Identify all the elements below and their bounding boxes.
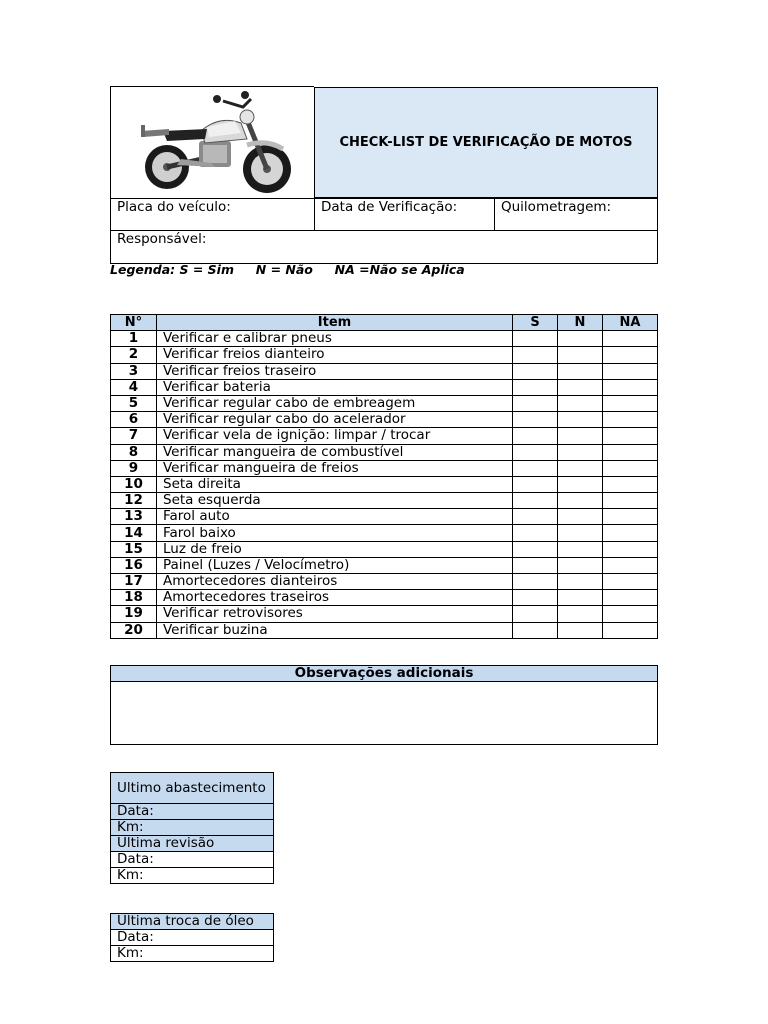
table-row [111,525,658,541]
row-item: Seta direita [157,476,513,492]
row-s-checkbox[interactable] [513,509,558,525]
table-row [111,574,658,590]
row-n-checkbox[interactable] [558,525,603,541]
row-na-checkbox[interactable] [603,606,658,622]
table-row [111,363,658,379]
row-number: 6 [111,412,157,428]
col-n-header: N [558,315,603,331]
row-item: Verificar freios dianteiro [157,347,513,363]
row-n-checkbox[interactable] [558,541,603,557]
row-s-checkbox[interactable] [513,574,558,590]
row-n-checkbox[interactable] [558,476,603,492]
row-number: 12 [111,493,157,509]
row-s-checkbox[interactable] [513,493,558,509]
row-number: 15 [111,541,157,557]
row-number: 8 [111,444,157,460]
table-row [111,590,658,606]
row-s-checkbox[interactable] [513,395,558,411]
row-na-checkbox[interactable] [603,331,658,347]
data-verificacao-label: Data de Verificação: [321,199,458,215]
troca-oleo-title: Ultima troca de óleo [111,914,274,930]
row-n-checkbox[interactable] [558,412,603,428]
row-s-checkbox[interactable] [513,590,558,606]
row-item: Verificar retrovisores [157,606,513,622]
abastecimento-title: Ultimo abastecimento [111,773,274,804]
row-n-checkbox[interactable] [558,428,603,444]
row-na-checkbox[interactable] [603,428,658,444]
table-row [111,379,658,395]
row-item: Verificar e calibrar pneus [157,331,513,347]
row-item: Verificar regular cabo do acelerador [157,412,513,428]
row-s-checkbox[interactable] [513,379,558,395]
row-n-checkbox[interactable] [558,444,603,460]
row-number: 9 [111,460,157,476]
row-n-checkbox[interactable] [558,606,603,622]
row-n-checkbox[interactable] [558,622,603,638]
table-header-row [111,315,658,331]
row-na-checkbox[interactable] [603,363,658,379]
table-row [111,476,658,492]
row-number: 16 [111,557,157,573]
vehicle-info-row [110,198,658,231]
row-item: Verificar buzina [157,622,513,638]
row-n-checkbox[interactable] [558,347,603,363]
row-item: Farol auto [157,509,513,525]
row-na-checkbox[interactable] [603,379,658,395]
row-number: 1 [111,331,157,347]
troca-oleo-table [110,913,274,962]
row-number: 17 [111,574,157,590]
row-na-checkbox[interactable] [603,460,658,476]
table-row [111,493,658,509]
row-n-checkbox[interactable] [558,379,603,395]
legend: Legenda: S = Sim N = Não NA =Não se Aplica [110,262,465,277]
row-n-checkbox[interactable] [558,557,603,573]
table-row [111,395,658,411]
row-s-checkbox[interactable] [513,476,558,492]
row-number: 7 [111,428,157,444]
row-na-checkbox[interactable] [603,509,658,525]
row-s-checkbox[interactable] [513,622,558,638]
row-item: Luz de freio [157,541,513,557]
table-row [111,460,658,476]
troca-oleo-data-field[interactable]: Data: [111,930,274,946]
row-number: 18 [111,590,157,606]
row-number: 5 [111,395,157,411]
row-na-checkbox[interactable] [603,557,658,573]
row-item: Seta esquerda [157,493,513,509]
page-title: CHECK-LIST DE VERIFICAÇÃO DE MOTOS [314,87,658,198]
row-na-checkbox[interactable] [603,412,658,428]
row-na-checkbox[interactable] [603,476,658,492]
row-item: Amortecedores traseiros [157,590,513,606]
row-na-checkbox[interactable] [603,622,658,638]
row-n-checkbox[interactable] [558,574,603,590]
row-n-checkbox[interactable] [558,363,603,379]
row-item: Painel (Luzes / Velocímetro) [157,557,513,573]
row-na-checkbox[interactable] [603,347,658,363]
row-number: 19 [111,606,157,622]
row-n-checkbox[interactable] [558,509,603,525]
row-s-checkbox[interactable] [513,331,558,347]
quilometragem-label: Quilometragem: [501,199,612,215]
row-number: 14 [111,525,157,541]
row-item: Verificar regular cabo de embreagem [157,395,513,411]
table-row [111,347,658,363]
row-na-checkbox[interactable] [603,574,658,590]
row-na-checkbox[interactable] [603,541,658,557]
row-number: 2 [111,347,157,363]
abastecimento-km-field[interactable]: Km: [111,820,274,836]
row-number: 4 [111,379,157,395]
row-n-checkbox[interactable] [558,590,603,606]
row-na-checkbox[interactable] [603,444,658,460]
row-na-checkbox[interactable] [603,493,658,509]
row-n-checkbox[interactable] [558,331,603,347]
abastecimento-table [110,772,274,884]
revisao-data-field[interactable]: Data: [111,852,274,868]
row-s-checkbox[interactable] [513,412,558,428]
row-item: Farol baixo [157,525,513,541]
row-s-checkbox[interactable] [513,541,558,557]
row-item: Verificar bateria [157,379,513,395]
row-n-checkbox[interactable] [558,395,603,411]
col-num-header: N° [111,315,157,331]
row-item: Verificar mangueira de freios [157,460,513,476]
row-item: Verificar mangueira de combustível [157,444,513,460]
row-s-checkbox[interactable] [513,460,558,476]
placa-label: Placa do veículo: [117,199,231,215]
table-row [111,622,658,638]
row-number: 10 [111,476,157,492]
row-n-checkbox[interactable] [558,493,603,509]
col-na-header: NA [603,315,658,331]
row-number: 3 [111,363,157,379]
revisao-km-field[interactable]: Km: [111,868,274,884]
motorcycle-icon [111,87,315,199]
row-na-checkbox[interactable] [603,395,658,411]
row-item: Amortecedores dianteiros [157,574,513,590]
checklist-table [110,314,658,639]
table-row [111,606,658,622]
table-row [111,428,658,444]
row-s-checkbox[interactable] [513,557,558,573]
table-row [111,331,658,347]
col-item-header: Item [157,315,513,331]
row-item: Verificar vela de ignição: limpar / trocar [157,428,513,444]
responsavel-row [110,230,658,264]
row-s-checkbox[interactable] [513,525,558,541]
observacoes-header: Observações adicionais [110,665,658,682]
row-na-checkbox[interactable] [603,525,658,541]
responsavel-label: Responsável: [117,231,207,247]
row-s-checkbox[interactable] [513,428,558,444]
motorcycle-image-cell [110,86,314,198]
row-s-checkbox[interactable] [513,444,558,460]
table-row [111,541,658,557]
table-row [111,509,658,525]
abastecimento-data-field[interactable]: Data: [111,804,274,820]
troca-oleo-km-field[interactable]: Km: [111,946,274,962]
observacoes-field[interactable] [110,681,658,745]
row-n-checkbox[interactable] [558,460,603,476]
row-number: 13 [111,509,157,525]
row-s-checkbox[interactable] [513,347,558,363]
table-row [111,444,658,460]
row-number: 20 [111,622,157,638]
row-na-checkbox[interactable] [603,590,658,606]
table-row [111,557,658,573]
row-item: Verificar freios traseiro [157,363,513,379]
table-row [111,412,658,428]
row-s-checkbox[interactable] [513,606,558,622]
row-s-checkbox[interactable] [513,363,558,379]
revisao-title: Ultima revisão [111,836,274,852]
col-s-header: S [513,315,558,331]
